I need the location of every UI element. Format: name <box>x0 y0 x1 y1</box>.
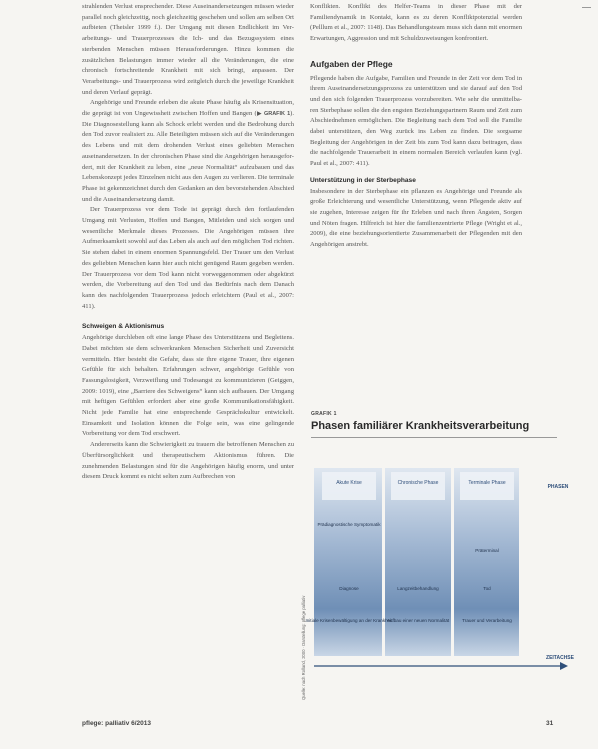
phase-label: Chronische Phase <box>397 480 439 486</box>
paragraph: Konflikten. Konflikt des Helfer-Teams in dieser Phase mit der Familiendynamik in Kontakt, kann es zu deren Konfliktpotenzial werden (Pelllum et al., 2007: 1148). Das Behandlungsteam muss sich dann mit enormen Erwartungen, Aggression und mit Schuldzuweisungen konfrontiert. <box>310 3 522 43</box>
cell-text: Tod <box>483 586 491 591</box>
time-axis-arrowhead <box>560 662 568 670</box>
column-divider <box>382 468 385 656</box>
phase-label: Terminale Phase <box>468 480 506 486</box>
paragraph: strahlenden Verlust ensprechender. Diese Auseinandersetzungen müssen wieder parallel noch gleichzeitig, noch gleichzeitig geschehen und sollen am selben Ort aufbieten (Theisler 1999 f.). Der Umgang mit diesen Endlichkeit im Verarbeitungs- und Trauerprozesses die Ich- und das Bezugssystem eines sterbenden Menschen müssen Herausforderungen. Hinzu kommen die zusätzlichen Belastungen immer wieder all die Veränderungen, die eine chronisch fortschreitende Krankheit mit sich bringt, anpassen. Der Verarbeitungs- und Trauerprozess wird zeitgleich durch die jeweilige Krankheit und deren Verlauf geprägt. <box>82 3 294 96</box>
figure-reference[interactable]: ▶ GRAFIK 1 <box>256 111 291 118</box>
subsection-heading: Unterstützung in der Sterbephase <box>310 176 416 184</box>
cell-text: Langzeitbehandlung <box>397 586 439 591</box>
cell-text: Aufbau einer neuen Normalität <box>386 618 450 623</box>
cell-text: Trauer und Verarbeitung <box>462 618 512 623</box>
page-corner-mark <box>582 7 591 8</box>
right-text-column <box>310 2 522 251</box>
paragraph: Andererseits kann die Schwierigkeit zu trauern die betroffenen Menschen zu Überfürsorglichkeit und therapeutischem Aktionismus führen. Die zunehmenden Belastungen sind für die Angehörigen häufig enorm, und unter diesem Druck kommt es nicht selten zum Aufbrechen von <box>82 441 294 481</box>
page-number: 31 <box>546 720 554 727</box>
cell-text: Initiale Krisenbewältigung an der Krankheit <box>305 618 393 623</box>
phase-header-cell <box>391 472 445 500</box>
left-text-column <box>82 2 294 483</box>
phases-diagram <box>296 462 588 712</box>
section-heading: Schweigen & Aktionismus <box>82 323 165 331</box>
paragraph: Angehörige durchleben oft eine lange Phase des Unterstützens und Begleitens. Dabei möchten sie dem schwerkranken Menschen Sicherheit und Zuversicht vermitteln. Hier besteht die Gefahr, dass sie ihre eigene Trauer, ihre eigenen Gefühle für sich behalten. Erfahrungen schwer, angehörige Gefühle von Fassungslosigkeit, Verzweiflung und Todesangst zu kommunizieren (Geiggen, 2009: 1019), eine „Barriere des Schweigens“ kann sich aufbauen. Der Umgang mit heftigen Gefühlen erfordert aber eine große Kommunikationsfähigkeit. Nicht jede Familie hat eine entsprechende Gesprächskultur entwickelt. Einsamkeit und Isolation können die Folge sein, was eine gelingende Vorbereitung vor dem Tod erschwert. <box>82 334 294 438</box>
paragraph <box>82 98 294 205</box>
cell-text: Diagnose <box>339 586 359 591</box>
paragraph: Der Trauerprozess vor dem Tode ist geprägt durch den fortlaufenden Umgang mit Verlusten, Hoffen und Bangen, Mitleiden und sich sorgen und wesentliche Merkmale dieses Prozesses. Die Angehörigen müssen ihre Aufmerksamkeit sowohl auf das Leben als auch auf den möglichen Tod richten. Sie stehen dabei in einem enormen Spannungsfeld. Der Trauer um den Verlust des geliebten Menschen kann hier auch nicht genügend Raum gegeben werden. Der Trauerprozess vor dem Tod kann nicht vorweggenommen oder abgekürzt werden, die Vorbereitung auf den Tod und das Bedürfnis nach dem Danach kann des nachfolgenden Trauerprozess jedoch erleichtern (Paul et al., 2007: 411). <box>82 206 294 310</box>
section-heading: Aufgaben der Pflege <box>310 58 393 69</box>
cell-text: Prädiagnostische Symptomatik <box>317 522 381 527</box>
phase-header-cell <box>322 472 376 500</box>
figure-rule <box>311 437 557 438</box>
column-divider <box>451 468 454 656</box>
time-axis-label: ZEITACHSE <box>546 655 574 661</box>
figure-source-note: Quelle: nach Rolland, 2000 · Darstellung: pflege palliativ <box>301 595 306 700</box>
figure-title: Phasen familiärer Krankheitsverarbeitung <box>311 420 530 432</box>
figure-label: GRAFIK 1 <box>311 411 337 417</box>
footer-journal: pflege: palliativ 6/2013 <box>82 720 152 727</box>
paragraph: Pflegende haben die Aufgabe, Familien und Freunde in der Zeit vor dem Tod in ihrem Auseinandersetzungsprozess zu unterstützen und sie darauf auf den Tod und den sich folgenden Trauerprozess vorzubereiten. Wie sehr die unmittelbaren Sterbephase sollen die den engsten Beziehungspartnern Raum und Zeit zum Abschiednehmen ermöglichen. Die Begleitung nach dem Tod soll die Familie dabei unterstützen, den Weg zurück ins Leben zu finden. Die sorgsame Begleitung der Angehörigen in der Zeit bis zum Tod kann dazu beitragen, dass die nachfolgende Trauerarbeit in einem normalen Bereich verlaufen kann (vgl. Paul et al., 2007: 411). <box>310 74 522 168</box>
phase-header-cell <box>460 472 514 500</box>
phase-label: Akute Krise <box>336 480 362 486</box>
paragraph-text: Angehörige und Freunde erleben die akute Phase häufig als Krisensituation, die geprägt ist von Ungewissheit zwischen Hoffen und Bangen ( <box>82 99 294 118</box>
phases-axis-label: PHASEN <box>547 484 569 490</box>
paragraph: Insbesondere in der Sterbephase ein pflanzen es Angehörige und Freunde als große Erleichterung und wesentliche Unterstützung, wenn Pflegende aktiv auf sie zugehen, Interesse zeigen für ihr Erleben und nach ihren Ängsten, Sorgen und Nöten fragen. Hilfreich ist hier die familienzentrierte Pflege (Wright et al., 2009), die eine beziehungsorientierte Zusammenarbeit der Pflegenden mit den Angehörigen anstrebt. <box>310 187 522 249</box>
paragraph-text: ). Die Diagnosestellung kann als Schock erlebt werden und die Bedrohung durch den Tod zuvor realisiert zu. Alle Beteiligten müssen sich auf die Veränderungen des Lebens und mit dem drohenden Verlust eines geliebten Menschen auseinandersetzen. In der chronischen Phase sind die Angehörigen herausgefordert, mit der Krankheit zu leben, eine „neue Normalität“ aufzubauen und das Lebenskonzept jedes Einzelnen nicht aus den Augen zu verlieren. Die terminale Phase ist gekennzeichnet durch den Gedanken an den bevorstehenden Abschied und die Auseinandersetzung damit. <box>82 110 294 203</box>
cell-text: Präterminal <box>475 548 499 553</box>
